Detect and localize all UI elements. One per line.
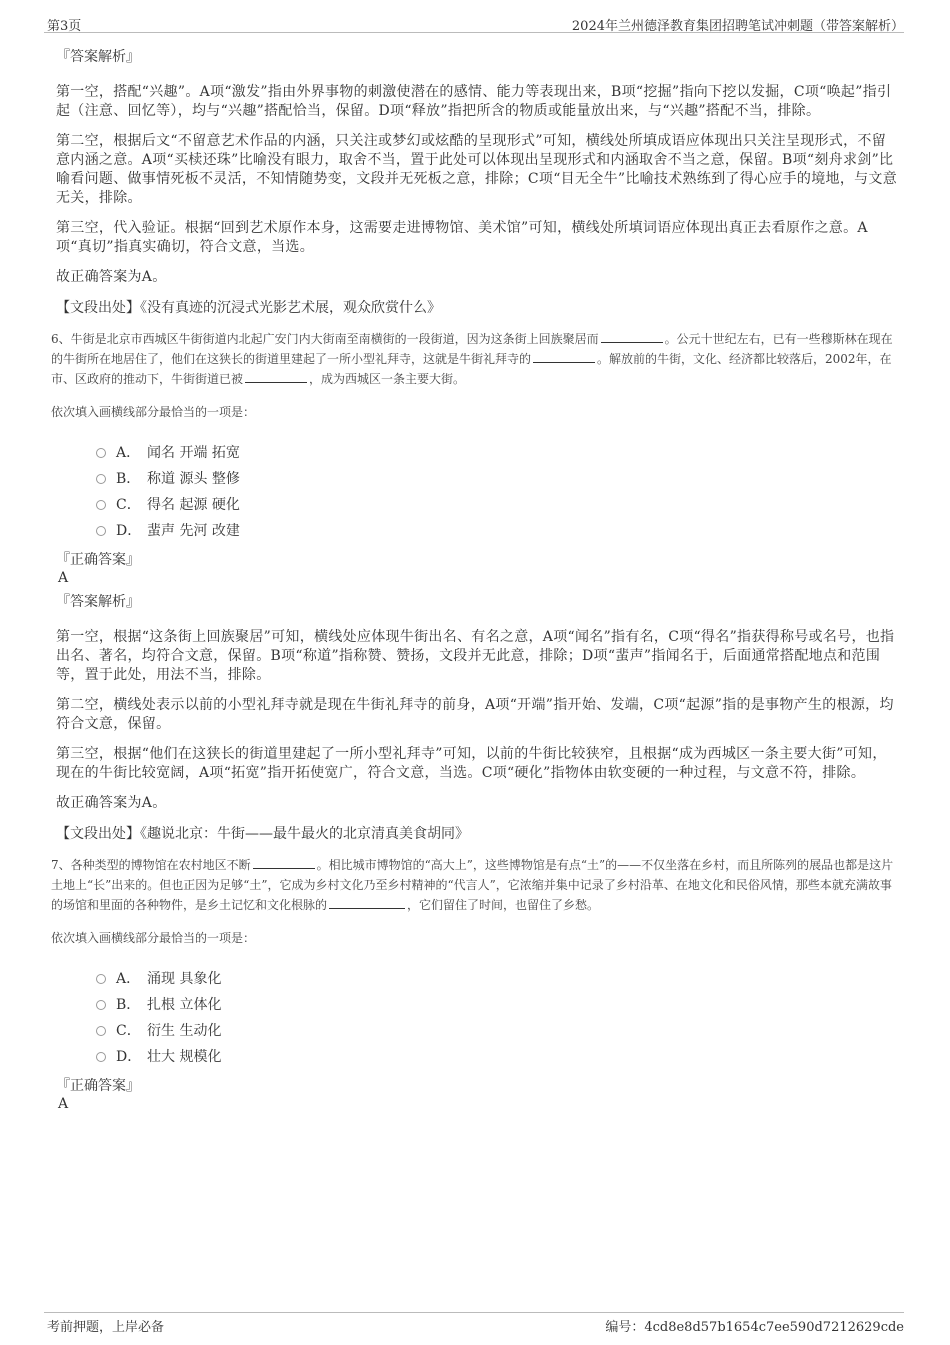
document-id: 编号：4cd8e8d57b1654c7ee590d7212629cde [605,1320,904,1335]
correct-answer: A [58,570,69,586]
analysis-paragraph: 第三空，根据“他们在这狭长的街道里建起了一所小型礼拜寺”可知，以前的牛街比较狭窄，且根据“成为西城区一条主要大街”可知，现在的牛街比较宽阔，A项“拓宽”指开拓使宽广，符合文意，当选。C项“硬化”指物体由软变硬的一种过程，与文意不符，排除。 [56,746,887,781]
correct-answer-label: 『正确答案』 [56,552,140,568]
option-b[interactable]: B． 扎根 立体化 [96,992,898,1018]
analysis-label: 『答案解析』 [56,49,140,65]
question-prompt: 依次填入画横线部分最恰当的一项是： [51,405,256,419]
options-list [96,966,898,1070]
page-header [44,12,904,33]
question-prompt: 依次填入画横线部分最恰当的一项是： [51,931,256,945]
source-citation: 【文段出处】《没有真迹的沉浸式光影艺术展，观众欣赏什么》 [56,300,441,316]
option-d[interactable]: D． 蜚声 先河 改建 [96,518,898,544]
radio-icon[interactable] [96,1026,106,1036]
radio-icon[interactable] [96,974,106,984]
option-c[interactable]: C． 得名 起源 硬化 [96,492,898,518]
document-title: 2024年兰州德泽教育集团招聘笔试冲刺题（带答案解析） [571,19,904,34]
radio-icon[interactable] [96,448,106,458]
page-number: 第3页 [47,19,82,34]
analysis-paragraph: 第三空，代入验证。根据“回到艺术原作本身，这需要走进博物馆、美术馆”可知，横线处所填词语应体现出真正去看原作之意。A项“真切”指真实确切，符合文意，当选。 [56,220,868,255]
analysis-paragraph: 第一空，搭配“兴趣”。A项“激发”指由外界事物的刺激使潜在的感情、能力等表现出来，B项“挖掘”指向下挖以发掘，C项“唤起”指引起（注意、回忆等），均与“兴趣”搭配恰当，保留。D项“释放”指把所含的物质或能量放出来，与“兴趣”搭配不当，排除。 [56,84,892,119]
page-footer [44,1312,904,1333]
fill-blank [329,896,405,909]
radio-icon[interactable] [96,1000,106,1010]
option-a[interactable]: A． 闻名 开端 拓宽 [96,440,898,466]
question-7-text: 7、各种类型的博物馆在农村地区不断 。相比城市博物馆的“高大上”，这些博物馆是有点“土”的——不仅坐落在乡村，而且所陈列的展品也都是这片土地上“长”出来的。但也正因为足够“土”，它成为乡村文化乃至乡村精神的“代言人”，它浓缩并集中记录了乡村沿革、在地文化和民俗风情，那些本就充满故事的场馆和里面的各种物件，是乡土记忆和文化根脉的 ，它们留住了时间，也留住了乡愁。 [51,858,894,912]
analysis-paragraph: 第二空，横线处表示以前的小型礼拜寺就是现在牛街礼拜寺的前身，A项“开端”指开始、发端，C项“起源”指的是事物产生的根源，均符合文意，保留。 [56,697,894,732]
radio-icon[interactable] [96,474,106,484]
analysis-paragraph: 第二空，根据后文“不留意艺术作品的内涵，只关注或梦幻或炫酷的呈现形式”可知，横线处所填成语应体现出只关注呈现形式，不留意内涵之意。A项“买椟还珠”比喻没有眼力，取舍不当，置于此处可以体现出呈现形式和内涵取舍不当之意，保留。B项“刻舟求剑”比喻看问题、做事情死板不灵活，不知情随势变，文段并无死板之意，排除；C项“目无全牛”比喻技术熟练到了得心应手的境地，与文意无关，排除。 [56,133,898,206]
option-a[interactable]: A． 涌现 具象化 [96,966,898,992]
correct-answer-label: 『正确答案』 [56,1078,140,1094]
fill-blank [245,370,307,383]
radio-icon[interactable] [96,1052,106,1062]
correct-answer: A [58,1096,69,1112]
fill-blank [253,856,315,869]
conclusion: 故正确答案为A。 [56,795,167,811]
footer-slogan: 考前押题，上岸必备 [47,1320,165,1335]
option-b[interactable]: B． 称道 源头 整修 [96,466,898,492]
source-citation: 【文段出处】《趣说北京：牛街——最牛最火的北京清真美食胡同》 [56,826,469,842]
radio-icon[interactable] [96,500,106,510]
fill-blank [533,350,595,363]
conclusion: 故正确答案为A。 [56,269,167,285]
option-d[interactable]: D． 壮大 规模化 [96,1044,898,1070]
analysis-label: 『答案解析』 [56,594,140,610]
options-list [96,440,898,544]
radio-icon[interactable] [96,526,106,536]
fill-blank [601,330,663,343]
question-6-text: 6、牛街是北京市西城区牛街街道内北起广安门内大街南至南横街的一段街道，因为这条街上回族聚居而 。公元十世纪左右，已有一些穆斯林在现在的牛街所在地居住了，他们在这狭长的街道里建起了一所小型礼拜寺，这就是牛街礼拜寺的 。解放前的牛街，文化、经济都比较落后，2002年，在市、区政府的推动下，牛街街道已被 ，成为西城区一条主要大街。 [51,332,893,386]
analysis-paragraph: 第一空，根据“这条街上回族聚居”可知，横线处应体现牛街出名、有名之意，A项“闻名”指有名，C项“得名”指获得称号或名号，也指出名、著名，均符合文意，保留。B项“称道”指称赞、赞扬，文段并无此意，排除；D项“蜚声”指闻名于，后面通常搭配地点和范围等，置于此处，用法不当，排除。 [56,629,895,683]
page-content [51,47,898,1118]
option-c[interactable]: C． 衍生 生动化 [96,1018,898,1044]
